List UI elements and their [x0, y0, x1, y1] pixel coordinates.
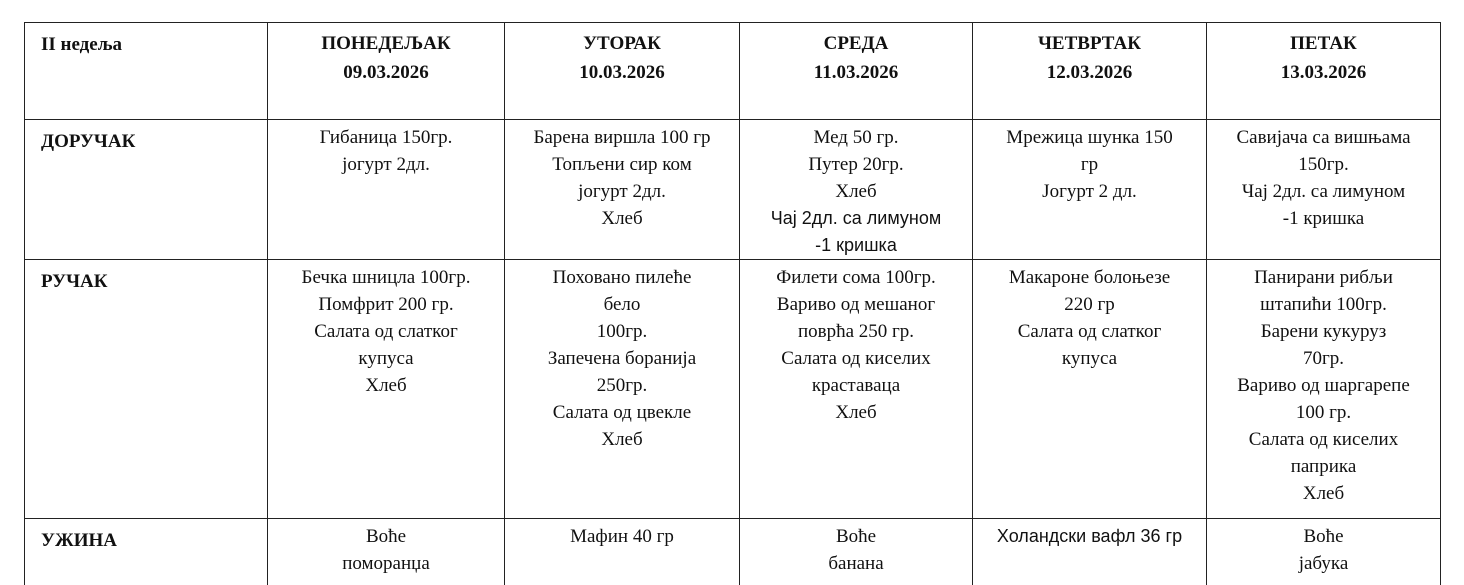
menu-item-line: Хлеб [835, 181, 877, 202]
menu-cell [1207, 120, 1441, 260]
menu-item-line: Помфрит 200 гр. [318, 294, 454, 315]
menu-item-line: Салата од слатког [314, 321, 458, 342]
menu-item-line: јогурт 2дл. [342, 154, 430, 175]
menu-item-line: јогурт 2дл. [578, 181, 666, 202]
day-header-tuesday [505, 23, 740, 120]
meal-label: ДОРУЧАК [25, 120, 268, 260]
menu-cell [1207, 260, 1441, 519]
menu-item-line: краставаца [811, 375, 901, 396]
menu-item-line: 100 гр. [1295, 402, 1352, 423]
menu-item-line: Барени кукуруз [1260, 321, 1387, 342]
menu-cell [505, 260, 740, 519]
menu-cell [268, 519, 505, 585]
menu-item-line: 100гр. [596, 321, 648, 342]
menu-item-line: 70гр. [1302, 348, 1345, 369]
menu-item-line: Путер 20гр. [808, 154, 904, 175]
menu-item-line: 150гр. [1298, 154, 1349, 175]
menu-item-line: Воће [835, 526, 877, 547]
menu-item-line: Гибаница 150гр. [319, 127, 453, 148]
menu-item-line: штапићи 100гр. [1260, 294, 1387, 315]
day-header-wednesday [740, 23, 973, 120]
menu-item-line: Мафин 40 гр [570, 526, 674, 547]
menu-cell [973, 519, 1207, 585]
menu-item-line: поврћа 250 гр. [797, 321, 915, 342]
menu-item-line: Хлеб [365, 375, 407, 396]
day-name: ПЕТАК [1290, 33, 1357, 54]
menu-item-line: паприка [1290, 456, 1357, 477]
menu-cell [740, 260, 973, 519]
day-name: УТОРАК [583, 33, 661, 54]
header-row [25, 23, 1441, 120]
menu-item-line: гр [1080, 154, 1099, 175]
menu-item-line: Салата од киселих [781, 348, 931, 369]
menu-item-line: Хлеб [601, 429, 643, 450]
menu-cell [973, 260, 1207, 519]
week-label: II недеља [25, 23, 268, 120]
day-date: 10.03.2026 [579, 62, 665, 83]
menu-item-line: Јогурт 2 дл. [1042, 181, 1137, 202]
menu-item-line: -1 кришка [815, 235, 897, 255]
menu-item-line: Бечка шницла 100гр. [301, 267, 471, 288]
day-name: ЧЕТВРТАК [1037, 33, 1142, 54]
menu-item-line: Салата од слатког [1017, 321, 1162, 342]
menu-item-line: Вариво од мешаног [776, 294, 936, 315]
meal-row-lunch [25, 260, 1441, 519]
menu-item-line: Хлеб [1302, 483, 1345, 504]
menu-item-line: Вариво од шаргарепе [1237, 375, 1410, 396]
day-header-monday [268, 23, 505, 120]
menu-item-line: Барена виршла 100 гр [533, 127, 711, 148]
menu-item-line: купуса [358, 348, 414, 369]
menu-item-line: 250гр. [596, 375, 648, 396]
menu-item-line: банана [828, 553, 884, 574]
menu-item-line: поморанџа [342, 553, 430, 574]
menu-item-line: Холандски вафл 36 гр [996, 526, 1183, 546]
day-name: ПОНЕДЕЉАК [321, 33, 451, 54]
menu-item-line: Чај 2дл. са лимуном [1241, 181, 1406, 202]
menu-item-line: Воће [365, 526, 407, 547]
menu-item-line: Салата од киселих [1248, 429, 1399, 450]
menu-item-line: Воће [1303, 526, 1344, 547]
day-date: 09.03.2026 [343, 62, 429, 83]
menu-cell [505, 519, 740, 585]
menu-item-line: Макароне болоњезе [1008, 267, 1171, 288]
meal-label: РУЧАК [25, 260, 268, 519]
menu-item-line: -1 кришка [1282, 208, 1365, 229]
meal-row-breakfast [25, 120, 1441, 260]
day-header-friday [1207, 23, 1441, 120]
menu-item-line: Чај 2дл. са лимуном [770, 208, 942, 228]
menu-item-line: јабука [1298, 553, 1349, 574]
menu-item-line: Хлеб [835, 402, 877, 423]
menu-cell [268, 260, 505, 519]
menu-cell [740, 519, 973, 585]
day-name: СРЕДА [823, 33, 889, 54]
meal-row-snack [25, 519, 1441, 585]
menu-item-line: Мрежица шунка 150 [1006, 127, 1173, 148]
menu-item-line: Салата од цвекле [552, 402, 692, 423]
menu-cell [740, 120, 973, 260]
day-date: 13.03.2026 [1280, 62, 1367, 83]
day-header-thursday [973, 23, 1207, 120]
menu-cell [268, 120, 505, 260]
menu-item-line: Панирани рибљи [1254, 267, 1393, 288]
menu-item-line: 220 гр [1064, 294, 1115, 315]
menu-item-line: Савијача са вишњама [1236, 127, 1411, 148]
menu-cell [973, 120, 1207, 260]
menu-cell [1207, 519, 1441, 585]
menu-item-line: Топљени сир ком [552, 154, 692, 175]
day-date: 11.03.2026 [813, 62, 899, 83]
day-date: 12.03.2026 [1046, 62, 1133, 83]
menu-cell [505, 120, 740, 260]
meal-label: УЖИНА [25, 519, 268, 585]
menu-item-line: Запечена боранија [547, 348, 697, 369]
menu-item-line: бело [603, 294, 641, 315]
menu-table [24, 22, 1441, 585]
menu-item-line: купуса [1061, 348, 1118, 369]
menu-item-line: Мед 50 гр. [813, 127, 899, 148]
menu-item-line: Филети сома 100гр. [776, 267, 936, 288]
menu-item-line: Поховано пилеће [552, 267, 692, 288]
menu-item-line: Хлеб [601, 208, 643, 229]
